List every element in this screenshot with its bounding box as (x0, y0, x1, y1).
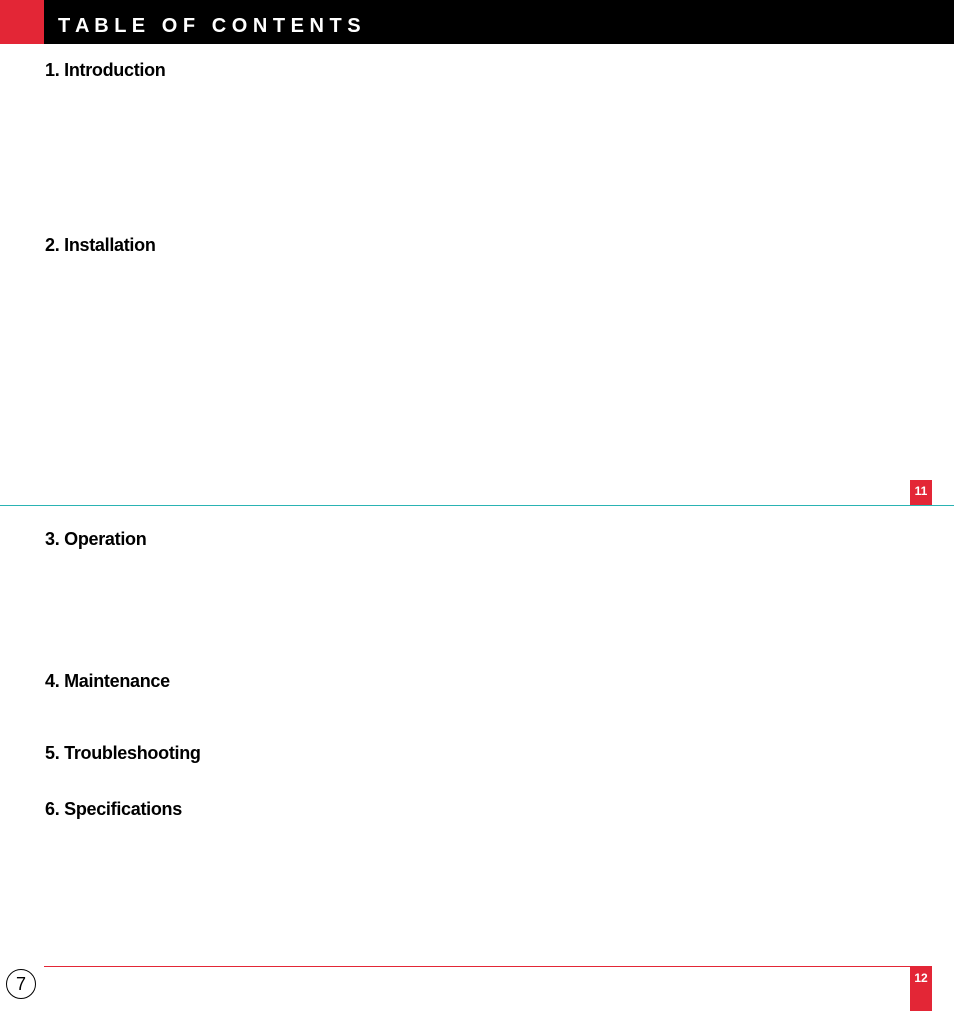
header-accent-block (0, 0, 44, 44)
toc-heading-troubleshooting[interactable]: 5. Troubleshooting (45, 743, 201, 763)
toc-heading-specifications[interactable]: 6. Specifications (45, 799, 182, 819)
page-title: T A B L E O F C O N T E N T S (58, 15, 361, 37)
toc-heading-installation[interactable]: 2. Installation (45, 235, 156, 255)
page-divider-red (44, 966, 910, 967)
page-tab-lower-number: 12 (914, 971, 928, 985)
page-number-circle: 7 (6, 969, 36, 999)
toc-heading-introduction[interactable]: 1. Introduction (45, 60, 166, 80)
page-divider-teal (0, 505, 954, 506)
page-tab-lower (910, 966, 932, 1011)
page-tab-upper-number: 11 (914, 484, 928, 498)
toc-heading-operation[interactable]: 3. Operation (45, 529, 147, 549)
header-bar (0, 0, 954, 44)
page-tab-upper (910, 480, 932, 505)
toc-heading-maintenance[interactable]: 4. Maintenance (45, 671, 170, 691)
